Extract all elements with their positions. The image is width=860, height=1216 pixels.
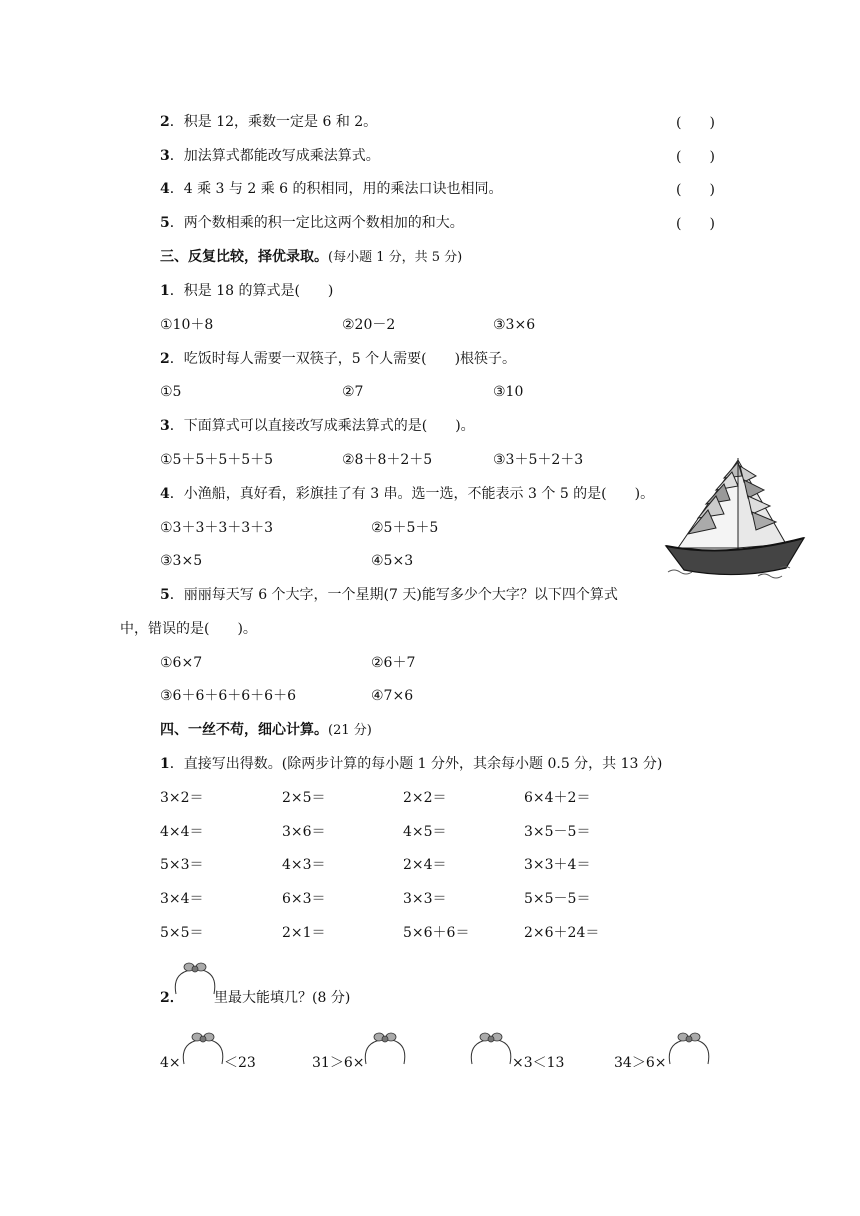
mc-question-4: [160, 484, 654, 504]
question-text: ．丽丽每天写 6 个大字，一个星期(7 天)能写多少个大字？以下四个算式: [169, 587, 618, 603]
blank-blob-input[interactable]: [180, 1030, 226, 1068]
question-text: ．直接写出得数。(除两步计算的每小题 1 分外，其余每小题 0.5 分，共 13 分): [169, 756, 663, 772]
inequality-c-suffix: ×3＜13: [512, 1055, 565, 1071]
mc-question-2: [160, 349, 516, 369]
question-number: 2: [160, 114, 170, 130]
tf-question-4: [160, 179, 503, 199]
option-2[interactable]: ②20－2: [342, 317, 396, 333]
inequality-d-prefix: 34＞6×: [614, 1055, 667, 1071]
calc-item[interactable]: 3×3＋4＝: [524, 857, 591, 873]
inequality-a-suffix: ＜23: [224, 1055, 256, 1071]
question-text: ．下面算式可以直接改写成乘法算式的是( )。: [169, 418, 475, 434]
option-1[interactable]: ①6×7: [160, 655, 203, 671]
calc-item[interactable]: 5×6＋6＝: [403, 925, 470, 941]
mc-question-5: [160, 585, 618, 605]
mc-question-1: [160, 281, 333, 301]
option-3[interactable]: ③3×6: [493, 317, 536, 333]
calc-item[interactable]: 6×4＋2＝: [524, 790, 591, 806]
calc-question-2-text: 里最大能填几？(8 分): [214, 990, 351, 1006]
section-note: (每小题 1 分，共 5 分): [328, 250, 463, 265]
blank-blob-icon: [172, 960, 218, 998]
inequality-a-prefix: 4×: [160, 1055, 181, 1071]
question-number: 1: [160, 756, 170, 772]
blank-blob-input[interactable]: [666, 1030, 712, 1068]
calc-item[interactable]: 4×3＝: [282, 857, 326, 873]
question-number: 3: [160, 148, 170, 164]
sailboat-illustration: [658, 456, 808, 586]
calc-item[interactable]: 2×4＝: [403, 857, 447, 873]
question-text: ．积是 18 的算式是( ): [169, 283, 334, 299]
option-4[interactable]: ④7×6: [371, 688, 414, 704]
question-number: 3: [160, 418, 170, 434]
calc-item[interactable]: 4×4＝: [160, 824, 204, 840]
blank-blob-input[interactable]: [468, 1030, 514, 1068]
question-number: 5: [160, 587, 170, 603]
option-3[interactable]: ③6＋6＋6＋6＋6＋6: [160, 688, 296, 704]
calc-item[interactable]: 3×3＝: [403, 891, 447, 907]
answer-parentheses[interactable]: ( ): [676, 115, 715, 131]
section-note: (21 分): [328, 723, 372, 738]
option-1[interactable]: ①3＋3＋3＋3＋3: [160, 520, 274, 536]
question-text: ．4 乘 3 与 2 乘 6 的积相同，用的乘法口诀也相同。: [169, 181, 503, 197]
calc-item[interactable]: 3×2＝: [160, 790, 204, 806]
answer-parentheses[interactable]: ( ): [676, 149, 715, 165]
option-4[interactable]: ④5×3: [371, 553, 414, 569]
answer-parentheses[interactable]: ( ): [676, 182, 715, 198]
option-2[interactable]: ②6＋7: [371, 655, 416, 671]
calc-item[interactable]: 3×6＝: [282, 824, 326, 840]
question-text: ．积是 12，乘数一定是 6 和 2。: [169, 114, 378, 130]
tf-question-5: [160, 213, 464, 233]
question-text: ．两个数相乘的积一定比这两个数相加的和大。: [169, 215, 464, 231]
mc-question-3: [160, 416, 475, 436]
option-2[interactable]: ②8＋8＋2＋5: [342, 452, 433, 468]
option-1[interactable]: ①5: [160, 384, 182, 400]
calc-item[interactable]: 5×5－5＝: [524, 891, 591, 907]
question-text: ．吃饭时每人需要一双筷子，5 个人需要( )根筷子。: [169, 351, 517, 367]
tf-question-2: [160, 112, 377, 132]
option-3[interactable]: ③3×5: [160, 553, 203, 569]
question-number: 4: [160, 486, 170, 502]
option-1[interactable]: ①10＋8: [160, 317, 214, 333]
calc-item[interactable]: 2×6＋24＝: [524, 925, 600, 941]
answer-parentheses[interactable]: ( ): [676, 216, 715, 232]
calc-item[interactable]: 2×2＝: [403, 790, 447, 806]
calc-item[interactable]: 5×3＝: [160, 857, 204, 873]
section-4-heading: [160, 720, 372, 741]
question-number: 2: [160, 990, 170, 1006]
blank-blob-input[interactable]: [362, 1030, 408, 1068]
calc-item[interactable]: 3×5－5＝: [524, 824, 591, 840]
mc-question-5-continued: 中，错误的是( )。: [120, 621, 257, 637]
question-number: 1: [160, 283, 170, 299]
question-text: ．小渔船，真好看，彩旗挂了有 3 串。选一选，不能表示 3 个 5 的是( )。: [169, 486, 655, 502]
section-title: 三、反复比较，择优录取。: [160, 249, 328, 265]
section-3-heading: [160, 247, 462, 268]
calc-item[interactable]: 6×3＝: [282, 891, 326, 907]
question-number: 4: [160, 181, 170, 197]
question-number: 5: [160, 215, 170, 231]
calc-item[interactable]: 5×5＝: [160, 925, 204, 941]
question-text: ．加法算式都能改写成乘法算式。: [169, 148, 380, 164]
option-2[interactable]: ②7: [342, 384, 364, 400]
inequality-b-prefix: 31＞6×: [312, 1055, 365, 1071]
calc-question-2-number: 2．: [160, 990, 184, 1006]
calc-item[interactable]: 4×5＝: [403, 824, 447, 840]
calc-item[interactable]: 2×1＝: [282, 925, 326, 941]
option-2[interactable]: ②5＋5＋5: [371, 520, 439, 536]
question-number: 2: [160, 351, 170, 367]
calc-item[interactable]: 3×4＝: [160, 891, 204, 907]
option-1[interactable]: ①5＋5＋5＋5＋5: [160, 452, 274, 468]
option-3[interactable]: ③10: [493, 384, 524, 400]
section-title: 四、一丝不苟，细心计算。: [160, 722, 328, 738]
option-3[interactable]: ③3＋5＋2＋3: [493, 452, 584, 468]
calc-item[interactable]: 2×5＝: [282, 790, 326, 806]
calc-question-1: [160, 754, 662, 774]
tf-question-3: [160, 146, 380, 166]
